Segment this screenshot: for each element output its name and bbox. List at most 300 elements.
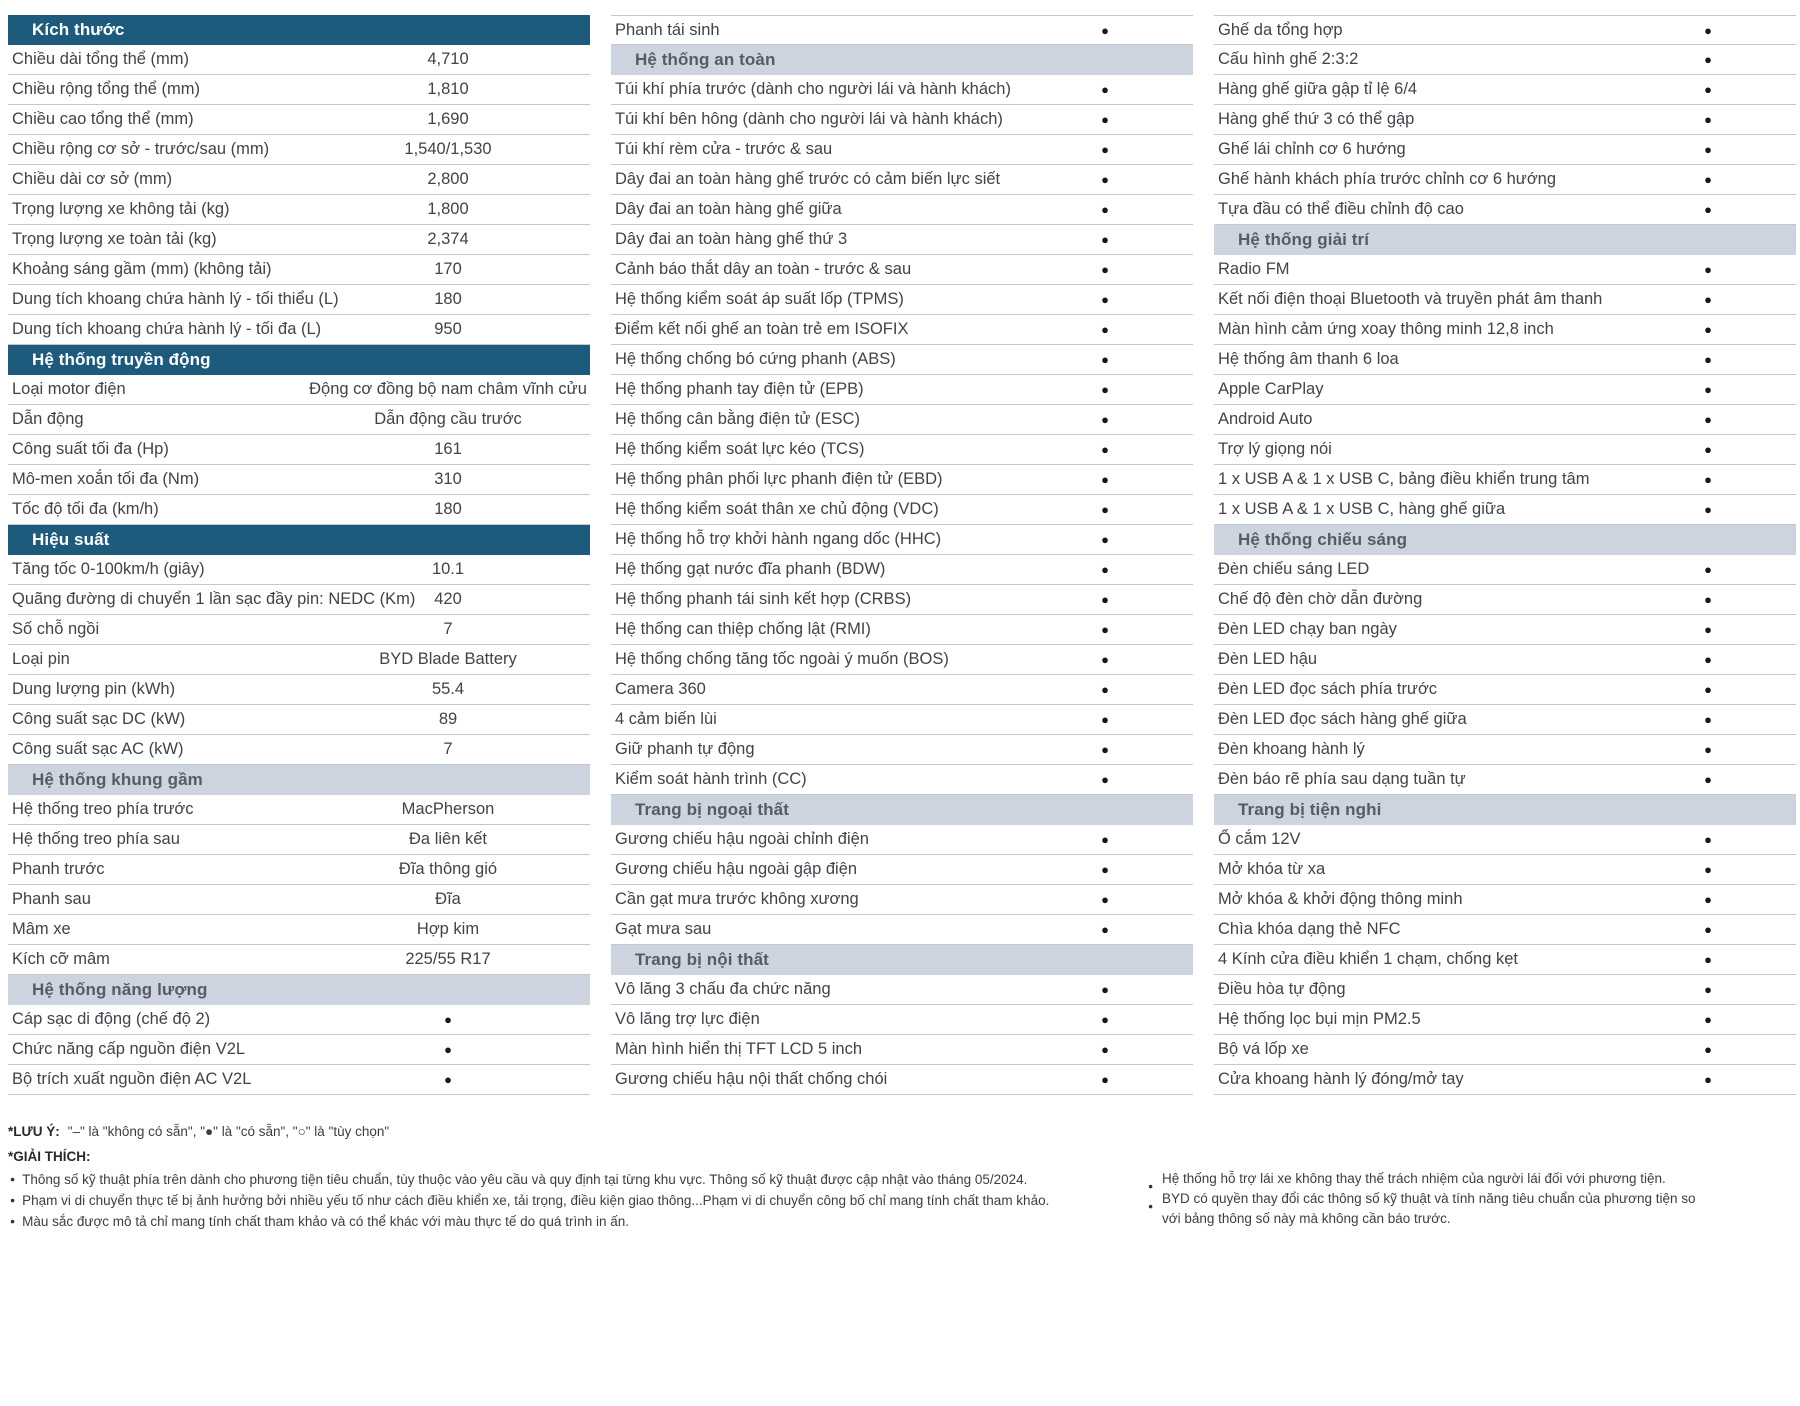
section-header: Hệ thống an toàn [611, 45, 1193, 75]
spec-label: Điều hòa tự động [1218, 980, 1346, 998]
spec-row [1214, 1065, 1796, 1095]
availability-dot: ● [1704, 682, 1712, 697]
spec-label: Cửa khoang hành lý đóng/mở tay [1218, 1070, 1464, 1088]
spec-label: Dây đai an toàn hàng ghế thứ 3 [615, 230, 848, 248]
spec-label: Apple CarPlay [1218, 380, 1324, 398]
spec-label: Túi khí bên hông (dành cho người lái và hành khách) [615, 110, 1003, 128]
spec-row [1214, 45, 1796, 75]
footnote-text: Màu sắc được mô tả chỉ mang tính chất tham khảo và có thể khác với màu thực tế do quá trình in ấn. [22, 1214, 629, 1229]
spec-column-safety [611, 15, 1193, 1095]
availability-dot: ● [1704, 442, 1712, 457]
spec-label: Dung tích khoang chứa hành lý - tối thiểu (L) [12, 290, 339, 308]
availability-dot: ● [1704, 1072, 1712, 1087]
spec-row [8, 255, 590, 285]
spec-label: Gạt mưa sau [615, 920, 712, 938]
section-header: Trang bị tiện nghi [1214, 795, 1796, 825]
availability-dot: ● [1101, 322, 1109, 337]
footnote-item [1148, 1189, 1708, 1229]
availability-dot: ● [1101, 622, 1109, 637]
spec-row [8, 645, 590, 675]
section-header: Hệ thống năng lượng [8, 975, 590, 1005]
spec-label: Chế độ đèn chờ dẫn đường [1218, 590, 1423, 608]
availability-dot: ● [1101, 232, 1109, 247]
spec-label: Đèn LED chạy ban ngày [1218, 620, 1397, 638]
spec-value: BYD Blade Battery [379, 650, 517, 668]
availability-dot: ● [1704, 952, 1712, 967]
spec-label: Loại pin [12, 650, 70, 668]
spec-label: Trọng lượng xe toàn tải (kg) [12, 230, 217, 248]
spec-row [8, 735, 590, 765]
spec-row [8, 795, 590, 825]
spec-value: 10.1 [431, 560, 465, 578]
spec-label: 1 x USB A & 1 x USB C, bảng điều khiển trung tâm [1218, 470, 1590, 488]
spec-label: Hệ thống treo phía trước [12, 800, 194, 818]
spec-label: Kết nối điện thoại Bluetooth và truyền phát âm thanh [1218, 290, 1603, 308]
spec-label: Hệ thống hỗ trợ khởi hành ngang dốc (HHC) [615, 530, 942, 548]
spec-row [611, 735, 1193, 765]
spec-row [611, 255, 1193, 285]
spec-row [1214, 465, 1796, 495]
availability-dot: ● [1101, 262, 1109, 277]
spec-row [8, 45, 590, 75]
availability-dot: ● [1704, 292, 1712, 307]
availability-dot: ● [1101, 562, 1109, 577]
spec-row [8, 495, 590, 525]
spec-value: 420 [434, 590, 462, 608]
availability-dot: ● [1704, 472, 1712, 487]
spec-label: Ghế hành khách phía trước chỉnh cơ 6 hướng [1218, 170, 1556, 188]
spec-label: Hệ thống chống bó cứng phanh (ABS) [615, 350, 896, 368]
availability-dot: ● [1101, 142, 1109, 157]
spec-label: Hàng ghế giữa gập tỉ lệ 6/4 [1218, 80, 1418, 98]
spec-value: Đa liên kết [409, 830, 487, 848]
spec-row [611, 1005, 1193, 1035]
spec-label: Công suất sạc DC (kW) [12, 710, 186, 728]
spec-value: 1,800 [427, 200, 469, 218]
availability-dot: ● [1101, 982, 1109, 997]
spec-label: Gương chiếu hậu ngoài gập điện [615, 860, 858, 878]
spec-row [1214, 885, 1796, 915]
availability-dot: ● [1101, 592, 1109, 607]
availability-dot: ● [1704, 22, 1712, 38]
spec-label: Gương chiếu hậu nội thất chống chói [615, 1070, 888, 1088]
spec-row [611, 345, 1193, 375]
spec-label: Túi khí phía trước (dành cho người lái và hành khách) [615, 80, 1011, 98]
spec-row [611, 855, 1193, 885]
spec-value: 55.4 [431, 680, 465, 698]
availability-dot: ● [1704, 982, 1712, 997]
spec-row [611, 525, 1193, 555]
spec-row [611, 405, 1193, 435]
spec-row [8, 675, 590, 705]
availability-dot: ● [1101, 82, 1109, 97]
spec-row [611, 135, 1193, 165]
spec-label: Hệ thống kiểm soát áp suất lốp (TPMS) [615, 290, 904, 308]
spec-label: Chiều cao tổng thể (mm) [12, 110, 194, 128]
spec-label: Hệ thống kiểm soát lực kéo (TCS) [615, 440, 865, 458]
spec-label: Cấu hình ghế 2:3:2 [1218, 50, 1359, 68]
availability-dot: ● [1704, 112, 1712, 127]
footnote-item [1148, 1169, 1708, 1189]
spec-row [8, 915, 590, 945]
spec-label: Hệ thống phân phối lực phanh điện tử (EBD) [615, 470, 943, 488]
spec-row [611, 375, 1193, 405]
spec-value: 2,800 [427, 170, 469, 188]
section-header: Hệ thống chiếu sáng [1214, 525, 1796, 555]
spec-row [1214, 1005, 1796, 1035]
spec-label: 4 cảm biến lùi [615, 710, 717, 728]
spec-value: Dẫn động cầu trước [374, 410, 522, 428]
spec-row [8, 225, 590, 255]
availability-dot: ● [1704, 892, 1712, 907]
legend-line [8, 1122, 1800, 1142]
availability-dot: ● [1101, 772, 1109, 787]
availability-dot: ● [444, 1012, 452, 1027]
spec-row [8, 405, 590, 435]
availability-dot: ● [1704, 622, 1712, 637]
spec-label: 1 x USB A & 1 x USB C, hàng ghế giữa [1218, 500, 1506, 518]
availability-dot: ● [1704, 352, 1712, 367]
spec-label: Mở khóa & khởi động thông minh [1218, 890, 1463, 908]
spec-value: 7 [443, 740, 453, 758]
spec-row [611, 555, 1193, 585]
spec-label: Hệ thống phanh tay điện tử (EPB) [615, 380, 864, 398]
spec-row [611, 195, 1193, 225]
spec-label: Cáp sạc di động (chế độ 2) [12, 1010, 211, 1028]
availability-dot: ● [444, 1072, 452, 1087]
explain-label: *GIẢI THÍCH: [8, 1149, 91, 1164]
spec-label: Kiểm soát hành trình (CC) [615, 770, 807, 788]
footnotes [0, 1122, 1800, 1232]
bullet-icon: ● [1148, 1201, 1154, 1211]
spec-value: 2,374 [427, 230, 469, 248]
availability-dot: ● [1704, 742, 1712, 757]
spec-label: Điểm kết nối ghế an toàn trẻ em ISOFIX [615, 320, 909, 338]
spec-row [1214, 315, 1796, 345]
spec-row [1214, 645, 1796, 675]
availability-dot: ● [1704, 1012, 1712, 1027]
spec-label: Hệ thống treo phía sau [12, 830, 180, 848]
spec-row [1214, 255, 1796, 285]
spec-row [1214, 15, 1796, 45]
spec-row [611, 225, 1193, 255]
spec-label: Mở khóa từ xa [1218, 860, 1326, 878]
availability-dot: ● [1704, 862, 1712, 877]
availability-dot: ● [1704, 922, 1712, 937]
spec-row [1214, 765, 1796, 795]
spec-row [8, 375, 590, 405]
section-header: Kích thước [8, 15, 590, 45]
spec-row [1214, 555, 1796, 585]
spec-row [611, 465, 1193, 495]
availability-dot: ● [1704, 652, 1712, 667]
spec-row [611, 975, 1193, 1005]
legend-text: "–" là "không có sẵn", "●" là "có sẵn", "○" là "tùy chọn" [67, 1124, 390, 1139]
spec-row [1214, 825, 1796, 855]
bullet-icon: ● [10, 1174, 16, 1184]
spec-row [1214, 855, 1796, 885]
spec-label: Công suất tối đa (Hp) [12, 440, 169, 458]
spec-row [8, 885, 590, 915]
spec-label: Gương chiếu hậu ngoài chỉnh điện [615, 830, 869, 848]
spec-label: Màn hình cảm ứng xoay thông minh 12,8 inch [1218, 320, 1554, 338]
spec-row [8, 75, 590, 105]
spec-row [8, 555, 590, 585]
spec-value: Động cơ đồng bộ nam châm vĩnh cửu [309, 380, 587, 398]
availability-dot: ● [1704, 382, 1712, 397]
spec-value: 1,810 [427, 80, 469, 98]
spec-row [611, 825, 1193, 855]
spec-label: Khoảng sáng gầm (mm) (không tải) [12, 260, 272, 278]
spec-label: Trợ lý giọng nói [1218, 440, 1332, 458]
spec-value: 1,540/1,530 [404, 140, 492, 158]
spec-row [8, 1035, 590, 1065]
spec-row [1214, 585, 1796, 615]
spec-label: Tốc độ tối đa (km/h) [12, 500, 159, 518]
spec-label: Mâm xe [12, 920, 71, 938]
spec-row [611, 165, 1193, 195]
availability-dot: ● [1101, 652, 1109, 667]
spec-label: Cần gạt mưa trước không xương [615, 890, 859, 908]
availability-dot: ● [1101, 862, 1109, 877]
spec-label: Đèn LED đọc sách phía trước [1218, 680, 1438, 698]
spec-column-comfort [1214, 15, 1796, 1095]
spec-row [8, 195, 590, 225]
availability-dot: ● [1101, 382, 1109, 397]
spec-label: Vô lăng trợ lực điện [615, 1010, 760, 1028]
spec-label: Chiều rộng tổng thể (mm) [12, 80, 201, 98]
availability-dot: ● [1101, 472, 1109, 487]
availability-dot: ● [1704, 202, 1712, 217]
spec-label: Màn hình hiển thị TFT LCD 5 inch [615, 1040, 863, 1058]
spec-value: 170 [434, 260, 462, 278]
footnote-text: Thông số kỹ thuật phía trên dành cho phương tiện tiêu chuẩn, tùy thuộc vào yêu cầu và quy định tại từng khu vực. Thông số kỹ thuật được cập nhật vào tháng 05/2024. [22, 1172, 1028, 1187]
spec-row [8, 1065, 590, 1095]
spec-label: Hệ thống can thiệp chống lật (RMI) [615, 620, 871, 638]
spec-row [1214, 675, 1796, 705]
availability-dot: ● [1101, 502, 1109, 517]
spec-label: Loại motor điện [12, 380, 126, 398]
availability-dot: ● [1101, 1012, 1109, 1027]
spec-value: 950 [434, 320, 462, 338]
spec-label: Đèn khoang hành lý [1218, 740, 1365, 758]
spec-row [1214, 165, 1796, 195]
spec-label: Vô lăng 3 chấu đa chức năng [615, 980, 831, 998]
spec-label: Công suất sạc AC (kW) [12, 740, 184, 758]
spec-label: Ổ cắm 12V [1218, 830, 1301, 848]
section-header: Hiệu suất [8, 525, 590, 555]
spec-label: Dây đai an toàn hàng ghế giữa [615, 200, 842, 218]
spec-value: Đĩa [435, 890, 461, 908]
availability-dot: ● [1704, 1042, 1712, 1057]
spec-row [8, 1005, 590, 1035]
spec-label: Ghế lái chỉnh cơ 6 hướng [1218, 140, 1406, 158]
spec-label: Túi khí rèm cửa - trước & sau [615, 140, 833, 158]
spec-row [611, 495, 1193, 525]
spec-row [8, 855, 590, 885]
spec-label: Hàng ghế thứ 3 có thể gập [1218, 110, 1415, 128]
spec-label: Hệ thống kiểm soát thân xe chủ động (VDC) [615, 500, 939, 518]
spec-row [8, 615, 590, 645]
spec-label: Mô-men xoắn tối đa (Nm) [12, 470, 200, 488]
spec-value: 225/55 R17 [405, 950, 491, 968]
spec-row [1214, 705, 1796, 735]
spec-label: Bộ trích xuất nguồn điện AC V2L [12, 1070, 252, 1088]
spec-row [611, 1035, 1193, 1065]
spec-row [1214, 1035, 1796, 1065]
spec-row [1214, 75, 1796, 105]
legend-label: *LƯU Ý: [8, 1124, 60, 1139]
spec-row [1214, 975, 1796, 1005]
spec-label: Ghế da tổng hợp [1218, 20, 1343, 39]
spec-row [8, 945, 590, 975]
spec-row [1214, 105, 1796, 135]
availability-dot: ● [1101, 892, 1109, 907]
spec-row [611, 765, 1193, 795]
spec-row [8, 165, 590, 195]
spec-label: Giữ phanh tự động [615, 740, 755, 758]
spec-row [8, 825, 590, 855]
spec-row [611, 705, 1193, 735]
spec-value: 310 [434, 470, 462, 488]
spec-label: Camera 360 [615, 680, 706, 698]
availability-dot: ● [1101, 292, 1109, 307]
availability-dot: ● [1101, 1072, 1109, 1087]
availability-dot: ● [1101, 352, 1109, 367]
spec-label: Dung lượng pin (kWh) [12, 680, 176, 698]
spec-label: Hệ thống gạt nước đĩa phanh (BDW) [615, 560, 886, 578]
availability-dot: ● [1704, 322, 1712, 337]
availability-dot: ● [1101, 922, 1109, 937]
spec-row [8, 585, 590, 615]
section-header: Hệ thống khung gầm [8, 765, 590, 795]
spec-row [1214, 435, 1796, 465]
spec-label: Hệ thống lọc bụi mịn PM2.5 [1218, 1010, 1421, 1028]
availability-dot: ● [1704, 562, 1712, 577]
spec-row [1214, 615, 1796, 645]
spec-row [8, 135, 590, 165]
spec-row [1214, 915, 1796, 945]
availability-dot: ● [1101, 202, 1109, 217]
availability-dot: ● [1704, 592, 1712, 607]
availability-dot: ● [1704, 82, 1712, 97]
spec-row [8, 435, 590, 465]
availability-dot: ● [444, 1042, 452, 1057]
spec-label: Hệ thống âm thanh 6 loa [1218, 350, 1399, 368]
spec-label: Chiều dài tổng thể (mm) [12, 50, 189, 68]
spec-label: Hệ thống chống tăng tốc ngoài ý muốn (BOS) [615, 650, 949, 668]
spec-row [611, 585, 1193, 615]
section-header: Hệ thống giải trí [1214, 225, 1796, 255]
availability-dot: ● [1101, 532, 1109, 547]
availability-dot: ● [1101, 172, 1109, 187]
spec-row [611, 645, 1193, 675]
spec-value: 180 [434, 500, 462, 518]
spec-value: 4,710 [427, 50, 469, 68]
spec-row [611, 915, 1193, 945]
spec-label: Trọng lượng xe không tải (kg) [12, 200, 230, 218]
spec-row [1214, 405, 1796, 435]
spec-row [611, 105, 1193, 135]
spec-row [1214, 135, 1796, 165]
footnote-text: Phạm vi di chuyển thực tế bị ảnh hưởng bởi nhiều yếu tố như cách điều khiển xe, tải trọng, điều kiện giao thông...Phạm vi di chuyển công bố chỉ mang tính chất tham khảo. [22, 1193, 1050, 1208]
availability-dot: ● [1101, 742, 1109, 757]
availability-dot: ● [1704, 172, 1712, 187]
spec-value: Hợp kim [416, 920, 480, 938]
spec-row [1214, 285, 1796, 315]
availability-dot: ● [1101, 682, 1109, 697]
spec-label: Dẫn động [12, 410, 84, 428]
availability-dot: ● [1704, 772, 1712, 787]
footnote-text: BYD có quyền thay đổi các thông số kỹ thuật và tính năng tiêu chuẩn của phương tiện so với bảng thông số này mà không cần báo trước. [1162, 1191, 1696, 1226]
spec-label: Phanh tái sinh [615, 20, 720, 39]
spec-value: 180 [434, 290, 462, 308]
spec-row [8, 315, 590, 345]
spec-row [611, 285, 1193, 315]
spec-row [1214, 495, 1796, 525]
availability-dot: ● [1101, 832, 1109, 847]
spec-label: Dây đai an toàn hàng ghế trước có cảm biến lực siết [615, 170, 1001, 188]
spec-row [1214, 735, 1796, 765]
section-header: Trang bị ngoại thất [611, 795, 1193, 825]
spec-row [611, 15, 1193, 45]
spec-label: Phanh sau [12, 890, 91, 908]
spec-label: Đèn LED đọc sách hàng ghế giữa [1218, 710, 1467, 728]
spec-label: Radio FM [1218, 260, 1290, 278]
spec-label: Hệ thống cân bằng điện tử (ESC) [615, 410, 860, 428]
spec-label: Bộ vá lốp xe [1218, 1040, 1309, 1058]
spec-row [611, 615, 1193, 645]
spec-label: Chức năng cấp nguồn điện V2L [12, 1040, 246, 1058]
spec-value: MacPherson [401, 800, 495, 818]
spec-label: Chiều dài cơ sở (mm) [12, 170, 173, 188]
spec-label: Android Auto [1218, 410, 1313, 428]
spec-row [8, 285, 590, 315]
availability-dot: ● [1704, 502, 1712, 517]
spec-row [1214, 375, 1796, 405]
spec-label: Số chỗ ngồi [12, 620, 100, 638]
availability-dot: ● [1704, 262, 1712, 277]
section-header: Trang bị nội thất [611, 945, 1193, 975]
spec-row [1214, 945, 1796, 975]
availability-dot: ● [1704, 52, 1712, 67]
spec-value: Đĩa thông gió [398, 860, 498, 878]
availability-dot: ● [1704, 412, 1712, 427]
spec-row [611, 1065, 1193, 1095]
availability-dot: ● [1101, 112, 1109, 127]
spec-label: Kích cỡ mâm [12, 950, 110, 968]
spec-row [8, 705, 590, 735]
availability-dot: ● [1101, 412, 1109, 427]
spec-row [1214, 345, 1796, 375]
availability-dot: ● [1101, 22, 1109, 38]
spec-row [8, 105, 590, 135]
spec-label: Cảnh báo thắt dây an toàn - trước & sau [615, 260, 912, 278]
spec-label: Đèn LED hậu [1218, 650, 1318, 668]
spec-row [1214, 195, 1796, 225]
spec-value: 7 [443, 620, 453, 638]
spec-label: Phanh trước [12, 860, 105, 878]
bullet-icon: ● [10, 1216, 16, 1226]
spec-label: Dung tích khoang chứa hành lý - tối đa (L) [12, 320, 322, 338]
spec-row [611, 885, 1193, 915]
section-header: Hệ thống truyền động [8, 345, 590, 375]
availability-dot: ● [1101, 442, 1109, 457]
availability-dot: ● [1704, 712, 1712, 727]
spec-label: Tăng tốc 0-100km/h (giây) [12, 560, 205, 578]
spec-value: 161 [434, 440, 462, 458]
bullet-icon: ● [1148, 1181, 1154, 1191]
